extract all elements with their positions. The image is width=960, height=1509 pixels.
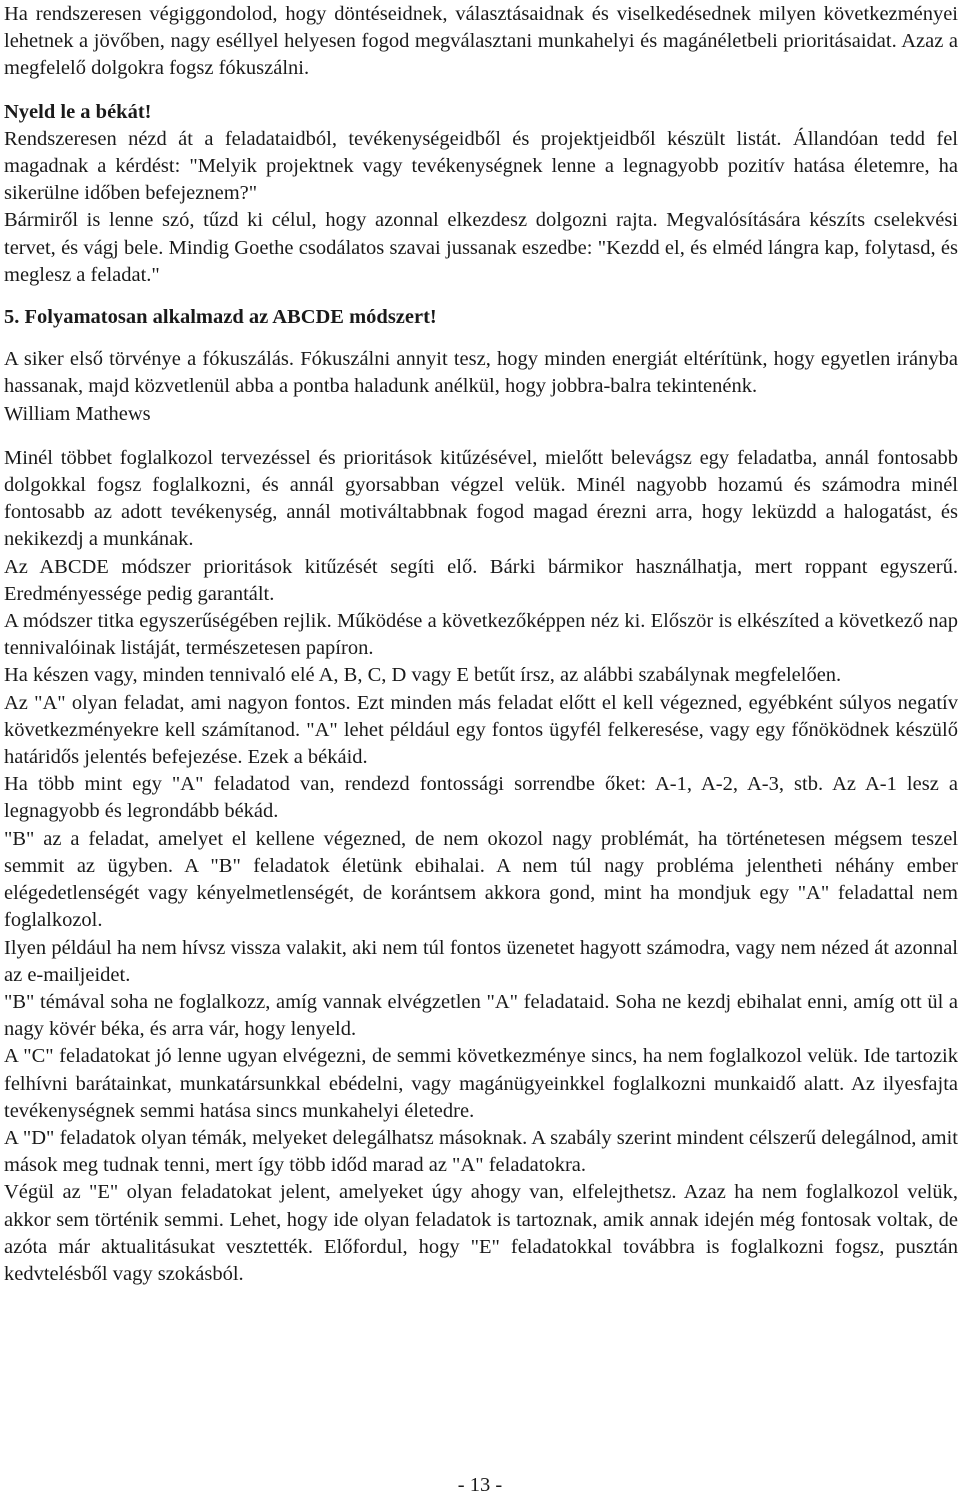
section-heading-frog: Nyeld le a békát! <box>4 100 152 123</box>
intro-paragraph: Ha rendszeresen végiggondolod, hogy döntéseidnek, választásaidnak és viselkedésednek milyen következményei lehetnek a jövőben, nagy eséllyel helyesen fogod megválasztani munkahelyi és magánéletbeli prioritásaidat. Azaz a megfelelő dolgokra fogsz fókuszálni. <box>4 3 958 80</box>
section-heading-abcde: 5. Folyamatosan alkalmazd az ABCDE módszert! <box>4 306 437 329</box>
body-paragraph: Végül az "E" olyan feladatokat jelent, amelyeket úgy ahogy van, elfelejthetsz. Azaz ha nem foglalkozol velük, akkor sem történik semmi. Lehet, hogy ide olyan feladatok is tartoznak, amik annak idején még fontosak voltak, de azóta már aktualitásukat vesztették. Előfordul, hogy "E" feladatokkal továbbra is foglalkozni fogsz, pusztán kedvtelésből vagy szokásból. <box>4 1181 958 1285</box>
document-page <box>4 0 958 1288</box>
frog-paragraph-1: Rendszeresen nézd át a feladataidból, tevékenységeidből és projektjeidből készült listát. Állandóan tedd fel magadnak a kérdést: "Melyik projektnek vagy tevékenységnek lenne a legnagyobb pozitív hatása életemre, ha sikerülne időben befejeznem?" <box>4 127 958 205</box>
body-paragraph: "B" az a feladat, amelyet el kellene végezned, de nem okozol nagy problémát, ha történetesen mégsem teszel semmit az ügyben. A "B" feladatok életünk ebihalai. A nem túl nagy probléma jelentheti néhány ember elégedetlenségét vagy kényelmetlenségét, de korántsem akkora gond, mint ha mondjuk egy "A" feladattal nem foglalkozol. <box>4 827 958 932</box>
body-paragraph: "B" témával soha ne foglalkozz, amíg vannak elvégzetlen "A" feladataid. Soha ne kezdj ebihalat enni, amíg ott ül a nagy kövér béka, és arra vár, hogy lenyeld. <box>4 990 958 1041</box>
body-paragraph: Minél többet foglalkozol tervezéssel és prioritások kitűzésével, mielőtt belevágsz egy feladatba, annál fontosabb dolgokkal fogsz foglalkozni, és annál gyorsabban végzel velük. Minél nagyobb hozamú és számodra minél fontosabb az adott tevékenység, annál motiváltabbnak fogod magad érezni arra, hogy leküzdd a halogatást, és nekikezdj a munkának. <box>4 446 958 551</box>
body-paragraph: A "C" feladatokat jó lenne ugyan elvégezni, de semmi következménye sincs, ha nem foglalkozol velük. Ide tartozik felhívni barátainkat, munkatársunkkal ebédelni, vagy magánügyeinkkel foglalkozni munkaidő alatt. Az ilyesfajta tevékenységnek semmi hatása sincs munkahelyi életedre. <box>4 1045 958 1122</box>
body-paragraph: Az "A" olyan feladat, ami nagyon fontos. Ezt minden más feladat előtt el kell végezned, egyébként súlyos negatív következményekre kell számítanod. "A" lehet például egy fontos ügyfél felkeresése, vagy egy főnöködnek készülő határidős jelentés befejezése. Ezek a békáid. <box>4 691 958 769</box>
body-paragraph: Ha több mint egy "A" feladatod van, rendezd fontossági sorrendbe őket: A-1, A-2, A-3, stb. Az A-1 lesz a legnagyobb és legrondább békád. <box>4 773 958 823</box>
body-paragraph: Ha készen vagy, minden tennivaló elé A, B, C, D vagy E betűt írsz, az alábbi szabálynak megfelelően. <box>4 664 842 687</box>
frog-paragraph-2: Bármiről is lenne szó, tűzd ki célul, hogy azonnal elkezdesz dolgozni rajta. Megvalósítására készíts cselekvési tervet, és vágj bele. Mindig Goethe csodálatos szavai jussanak eszedbe: "Kezdd el, és elméd lángra kap, folytasd, és meglesz a feladat." <box>4 209 958 286</box>
quote-author: William Mathews <box>4 402 151 425</box>
body-paragraph: A "D" feladatok olyan témák, melyeket delegálhatsz másoknak. A szabály szerint mindent célszerű delegálnod, amit mások meg tudnak tenni, mert így több időd marad az "A" feladatokra. <box>4 1126 958 1177</box>
body-paragraph: Az ABCDE módszer prioritások kitűzését segíti elő. Bárki bármikor használhatja, mert roppant egyszerű. Eredményessége pedig garantált. <box>4 555 958 605</box>
page-number: - 13 - <box>457 1474 503 1496</box>
body-paragraph: Ilyen például ha nem hívsz vissza valakit, aki nem túl fontos üzenetet hagyott számodra, vagy nem nézed át azonnal az e-mailjeidet. <box>4 936 958 986</box>
focus-quote: A siker első törvénye a fókuszálás. Fókuszálni annyit tesz, hogy minden energiát eltérítünk, hogy egyetlen irányba hassanak, majd közvetlenül abba a pontba haladunk anélkül, hogy jobbra-balra tekintenénk. <box>4 348 958 398</box>
body-paragraph: A módszer titka egyszerűségében rejlik. Működése a következőképpen néz ki. Először is elkészíted a következő nap tennivalóinak listáját, természetesen papíron. <box>4 610 958 660</box>
